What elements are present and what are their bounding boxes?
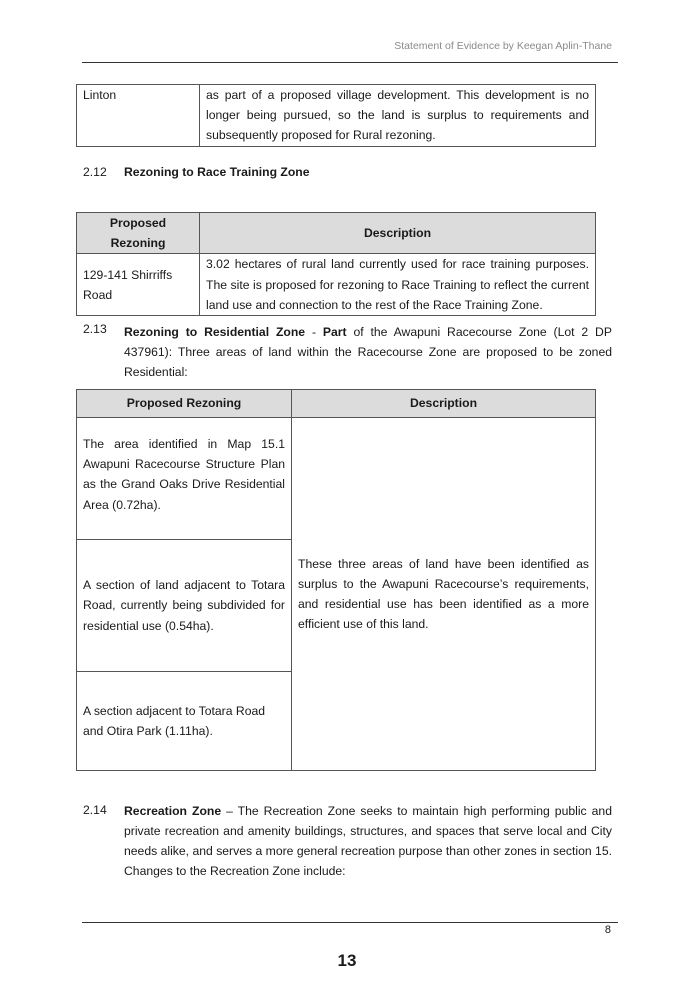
table-cell-description: 3.02 hectares of rural land currently used for race training purposes. The site is proposed for rezoning to Race Training to reflect the current land use and connection to the rest of the Race Training Zone. [200,254,596,316]
column-header: Proposed Rezoning [77,213,200,254]
table-cell-description: These three areas of land have been identified as surplus to the Awapuni Racecourse’s requirements, and residential use has been identified as a more efficient use of this land. [292,418,596,771]
section-paragraph [124,322,612,382]
table-cell-location: 129-141 Shirriffs Road [77,254,200,316]
footer-page-number: 8 [604,924,611,936]
section-heading: Recreation Zone [124,804,222,818]
column-header: Description [200,213,596,254]
heading-dash: - [305,325,323,339]
section-heading: Rezoning to Residential Zone [124,325,306,339]
table-cell-description: as part of a proposed village development. This development is no longer being pursued, so the land is surplus to requirements and subsequently proposed for Rural rezoning. [200,85,596,147]
section-number: 2.14 [83,803,107,817]
footer-rule [82,922,618,923]
header-rule [82,62,618,63]
table-cell-location: Linton [77,85,200,147]
column-header: Description [292,390,596,418]
page-number: 13 [337,951,357,970]
document-header: Statement of Evidence by Keegan Aplin-Thane [394,40,612,52]
table-cell-area: A section adjacent to Totara Road and Otira Park (1.11ha). [77,672,292,771]
paragraph-text: of the Awapuni Racecourse Zone (Lot 2 DP 437961): Three areas of land within the Racecourse Zone are proposed to be zoned Residential: [124,325,612,379]
section-paragraph [124,801,612,881]
part-label: Part [322,325,347,339]
section-number: 2.13 [83,322,107,336]
section-number: 2.12 [83,165,107,179]
race-training-table [76,212,596,316]
section-heading: Rezoning to Race Training Zone [124,165,310,179]
table-cell-area: A section of land adjacent to Totara Road, currently being subdivided for residential use (0.54ha). [77,540,292,672]
continued-table [76,84,596,147]
table-cell-area: The area identified in Map 15.1 Awapuni Racecourse Structure Plan as the Grand Oaks Drive Residential Area (0.72ha). [77,418,292,540]
column-header: Proposed Rezoning [77,390,292,418]
residential-table [76,389,596,771]
paragraph-text: – The Recreation Zone seeks to maintain high performing public and private recreation and amenity buildings, structures, and spaces that serve local and City needs alike, and serves a more general recreation purpose than other zones in section 15. Changes to the Recreation Zone include: [124,804,612,878]
